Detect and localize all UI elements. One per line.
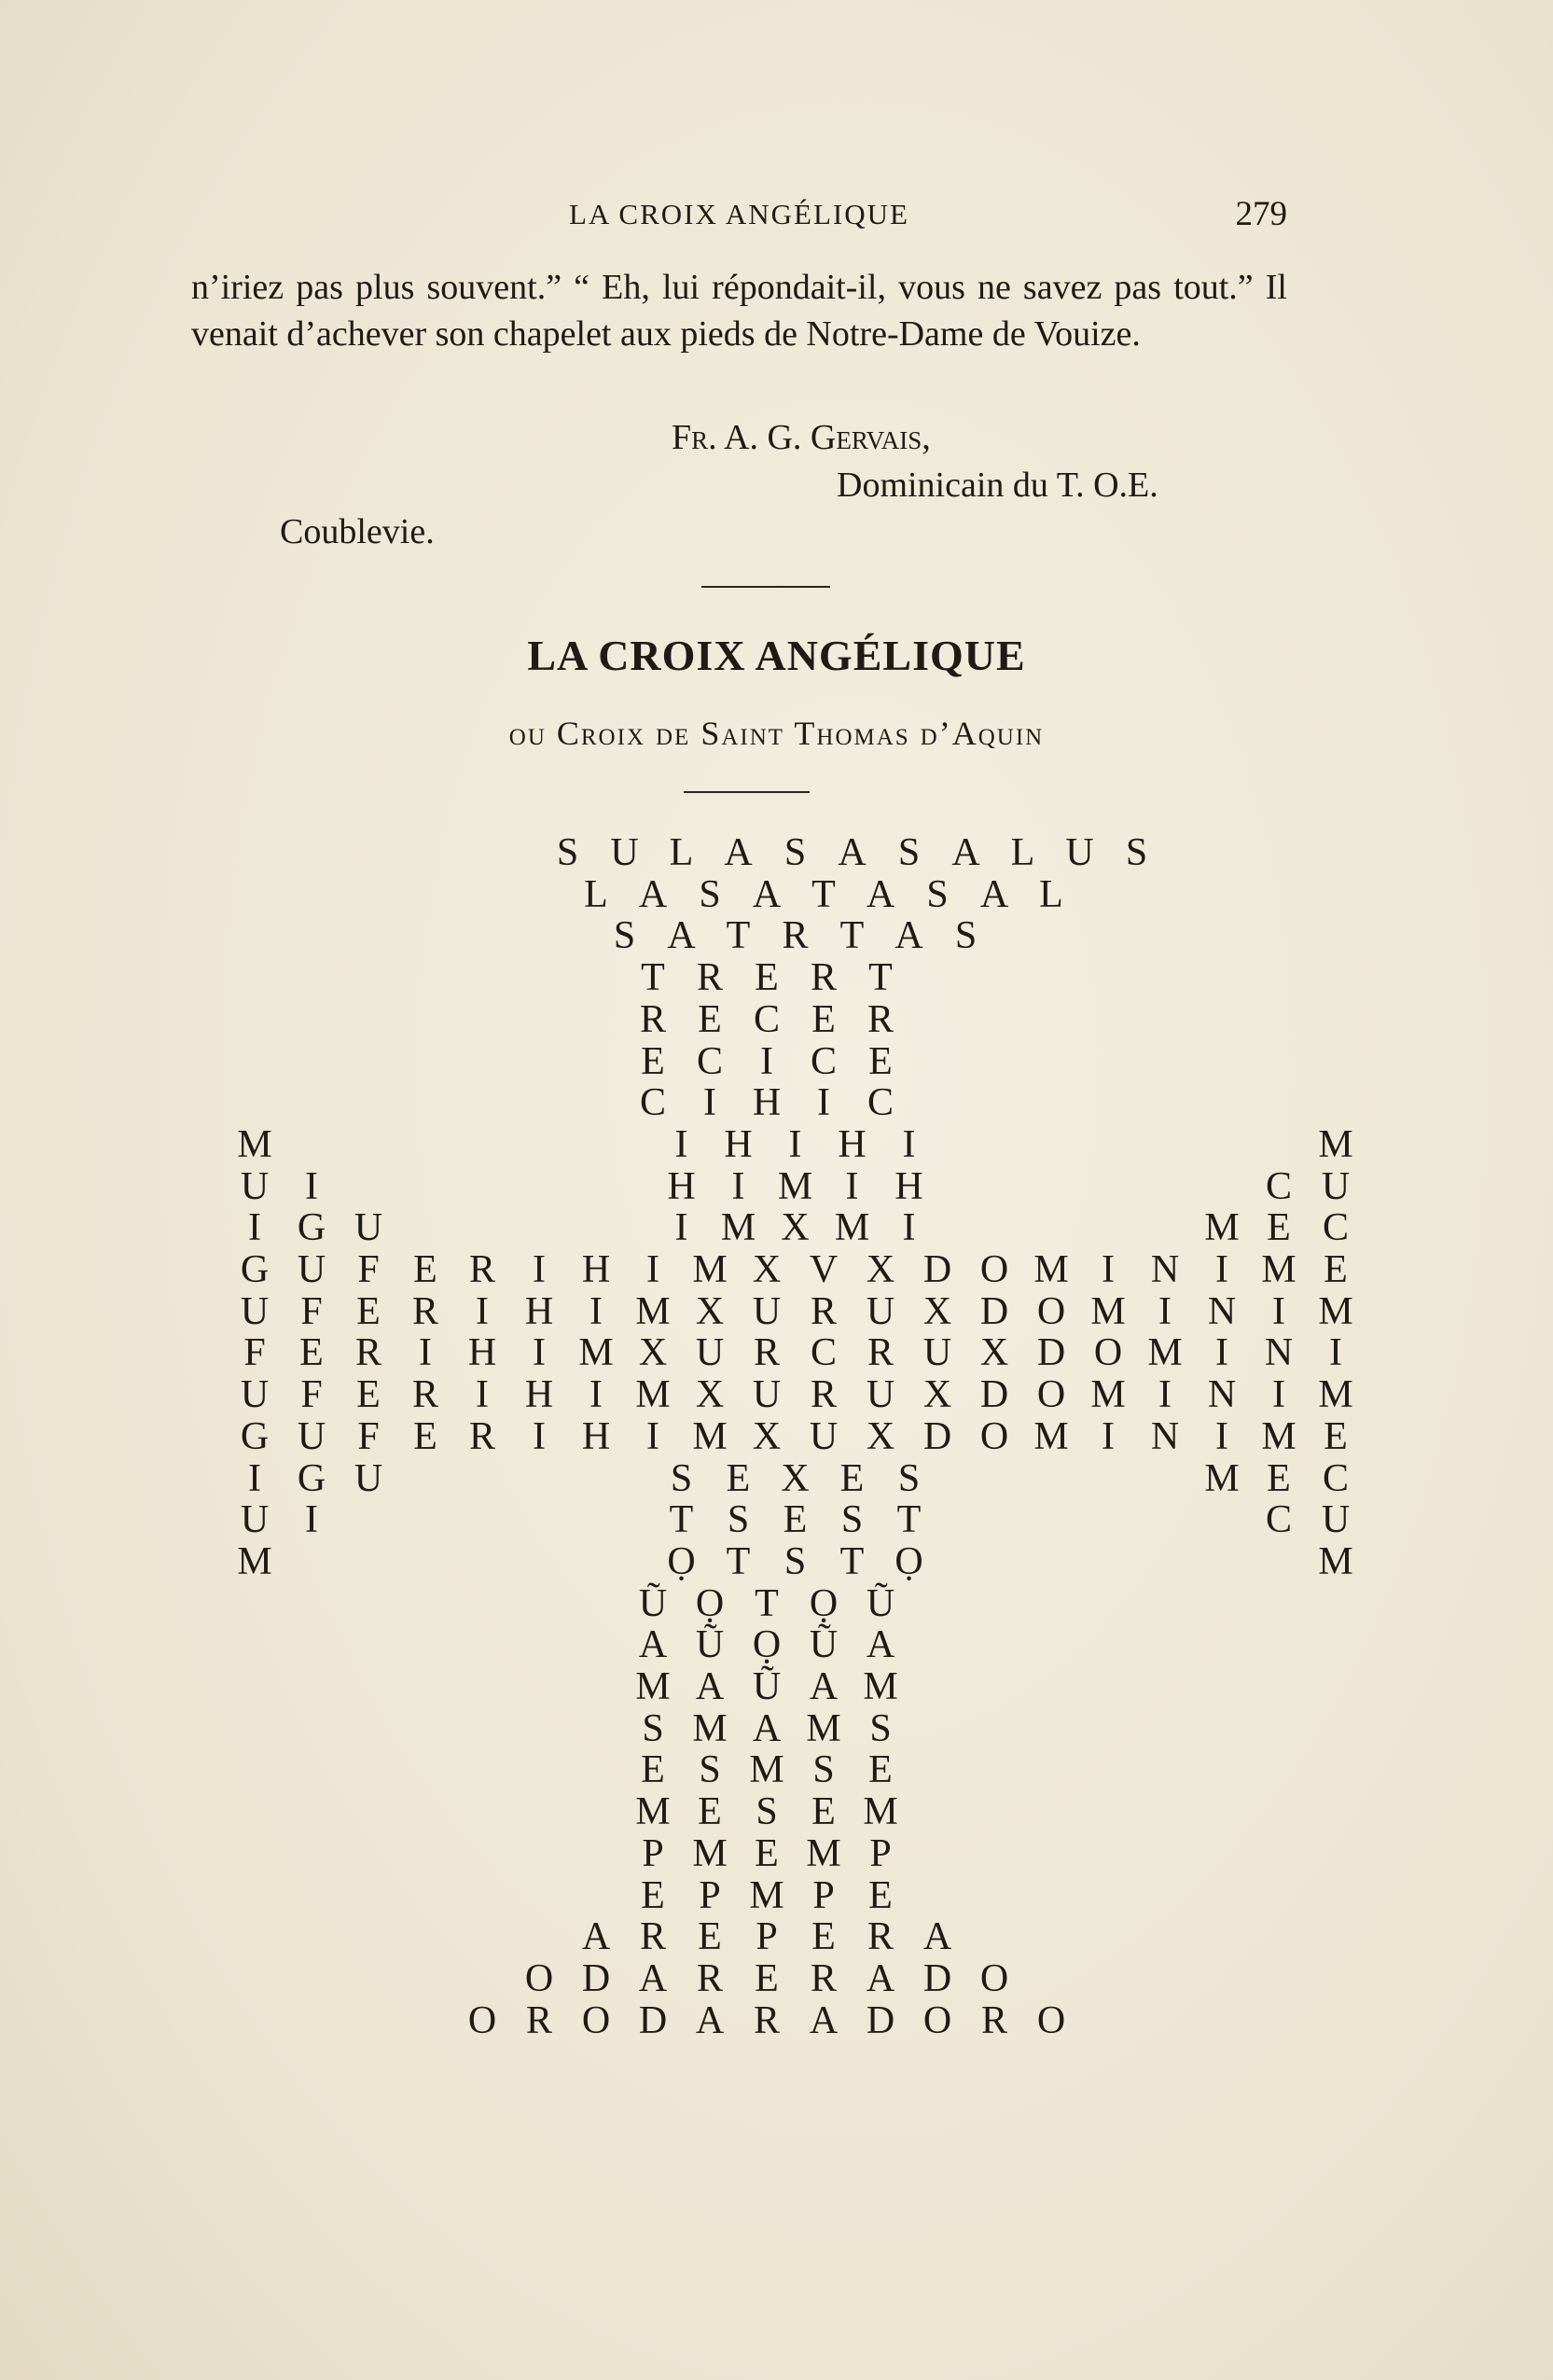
cross-letter: M (635, 1790, 671, 1834)
cross-letter: M (1318, 1122, 1353, 1166)
cross-letter: H (838, 1122, 867, 1166)
cross-letter: L (584, 872, 608, 916)
cross-letter: A (866, 872, 895, 916)
cross-letter: U (297, 1414, 326, 1458)
cross-letter: Ũ (695, 1623, 725, 1667)
cross-letter: S (642, 1706, 664, 1750)
cross-letter: S (727, 1498, 750, 1542)
cross-letter: U (240, 1498, 270, 1542)
cross-letter: R (867, 1915, 894, 1959)
cross-letter: G (297, 1456, 326, 1500)
cross-letter: I (1158, 1289, 1172, 1333)
cross-letter: A (809, 1998, 839, 2042)
cross-letter: O (524, 1956, 554, 2000)
cross-letter: H (524, 1373, 554, 1417)
cross-letter: M (749, 1748, 784, 1792)
cross-letter: M (863, 1790, 898, 1834)
cross-letter: T (641, 956, 665, 1000)
cross-letter: E (811, 997, 836, 1041)
cross-letter: M (1090, 1373, 1126, 1417)
cross-letter: F (357, 1248, 380, 1291)
cross-letter: D (979, 1373, 1009, 1417)
cross-letter: I (788, 1122, 802, 1166)
cross-letter: X (781, 1456, 810, 1500)
cross-letter: M (635, 1665, 671, 1708)
cross-letter: I (248, 1456, 261, 1500)
cross-letter: T (839, 914, 865, 958)
cross-letter: D (1036, 1331, 1066, 1375)
cross-letter: H (667, 1164, 696, 1208)
cross-letter: I (674, 1122, 688, 1166)
cross-letter: I (1102, 1248, 1115, 1291)
cross-letter: U (866, 1289, 895, 1333)
cross-letter: L (1039, 872, 1063, 916)
cross-letter: H (524, 1289, 554, 1333)
cross-letter: X (922, 1373, 952, 1417)
cross-letter: A (838, 831, 867, 874)
cross-letter: S (699, 1748, 721, 1792)
cross-letter: E (868, 1873, 893, 1917)
cross-letter: A (752, 872, 782, 916)
cross-letter: E (641, 1039, 665, 1083)
cross-letter: O (922, 1998, 952, 2042)
cross-letter: M (1318, 1373, 1353, 1417)
cross-letter: U (354, 1456, 383, 1500)
cross-letter: P (642, 1831, 664, 1875)
cross-letter: S (670, 1456, 693, 1500)
cross-letter: T (669, 1498, 694, 1542)
cross-letter: S (556, 831, 579, 874)
cross-letter: D (922, 1956, 952, 2000)
cross-letter: E (1324, 1414, 1348, 1458)
cross-letter: R (810, 1289, 837, 1333)
cross-letter: I (760, 1039, 773, 1083)
cross-letter: Ũ (809, 1623, 839, 1667)
cross-letter: I (1215, 1414, 1228, 1458)
cross-letter: E (755, 956, 779, 1000)
cross-letter: G (240, 1248, 270, 1291)
cross-letter: U (695, 1331, 725, 1375)
cross-letter: H (752, 1081, 782, 1125)
cross-letter: O (979, 1956, 1009, 2000)
cross-letter: H (581, 1414, 611, 1458)
cross-letter: N (1207, 1289, 1237, 1333)
cross-letter: I (845, 1164, 859, 1208)
cross-letter: X (695, 1289, 725, 1333)
cross-letter: N (1150, 1248, 1180, 1291)
cross-letter: I (1272, 1373, 1285, 1417)
cross-letter: E (839, 1456, 865, 1500)
cross-letter: H (581, 1248, 611, 1291)
cross-letter: E (356, 1289, 381, 1333)
cross-letter: D (922, 1414, 952, 1458)
cross-letter: S (954, 914, 978, 958)
cross-letter: S (897, 831, 921, 874)
cross-letter: E (868, 1748, 893, 1792)
cross-letter: E (726, 1456, 751, 1500)
cross-letter: E (698, 1790, 722, 1834)
cross-letter: Ọ (809, 1581, 839, 1625)
cross-letter: P (756, 1915, 778, 1959)
cross-letter: U (1065, 831, 1094, 874)
cross-letter: I (419, 1331, 432, 1375)
cross-letter: M (1261, 1248, 1296, 1291)
cross-letter: C (1265, 1164, 1292, 1208)
cross-letter: T (726, 1539, 751, 1583)
cross-letter: Ũ (752, 1665, 782, 1708)
cross-letter: O (1036, 1998, 1066, 2042)
cross-letter: E (641, 1873, 665, 1917)
cross-letter: C (810, 1331, 837, 1375)
cross-letter: N (1264, 1331, 1294, 1375)
cross-letter: I (305, 1164, 318, 1208)
cross-letter: A (667, 914, 696, 958)
cross-letter: R (468, 1248, 495, 1291)
cross-letter: A (695, 1665, 725, 1708)
cross-letter: U (610, 831, 639, 874)
cross-letter: Ũ (866, 1581, 895, 1625)
cross-letter: E (356, 1373, 381, 1417)
cross-letter: O (979, 1248, 1009, 1291)
cross-letter: R (411, 1373, 438, 1417)
cross-letter: M (1204, 1456, 1240, 1500)
cross-letter: A (724, 831, 753, 874)
cross-letter: S (897, 1456, 921, 1500)
cross-letter: T (839, 1539, 865, 1583)
cross-letter: P (869, 1831, 892, 1875)
signature-name: Fr. A. G. Gervais, (672, 418, 931, 457)
cross-letter: T (896, 1498, 922, 1542)
cross-letter: D (866, 1998, 895, 2042)
cross-letter: A (866, 1956, 895, 2000)
cross-letter: X (752, 1414, 782, 1458)
cross-letter: S (840, 1498, 864, 1542)
cross-letter: R (639, 1915, 666, 1959)
cross-letter: T (868, 956, 893, 1000)
cross-letter: U (240, 1164, 270, 1208)
cross-letter: I (1329, 1331, 1342, 1375)
cross-letter: O (1093, 1331, 1123, 1375)
cross-letter: E (641, 1748, 665, 1792)
cross-letter: Ọ (894, 1539, 923, 1583)
cross-letter: R (696, 1956, 723, 2000)
cross-letter: F (300, 1289, 323, 1333)
cross-letter: R (810, 1373, 837, 1417)
cross-letter: S (783, 831, 807, 874)
cross-letter: R (753, 1331, 780, 1375)
cross-letter: O (1036, 1289, 1066, 1333)
cross-letter: M (1090, 1289, 1126, 1333)
cross-letter: U (297, 1248, 326, 1291)
cross-letter: R (980, 1998, 1007, 2042)
cross-letter: I (646, 1248, 659, 1291)
cross-letter: E (413, 1414, 437, 1458)
cross-letter: A (951, 831, 980, 874)
cross-letter: A (894, 914, 923, 958)
cross-letter: E (811, 1790, 836, 1834)
cross-letter: F (300, 1373, 323, 1417)
cross-letter: R (411, 1289, 438, 1333)
cross-letter: I (674, 1206, 688, 1250)
cross-letter: F (243, 1331, 266, 1375)
cross-letter: M (1033, 1414, 1069, 1458)
cross-letter: I (305, 1498, 318, 1542)
cross-letter: U (354, 1206, 383, 1250)
cross-letter: T (811, 872, 836, 916)
cross-letter: I (902, 1206, 916, 1250)
cross-letter: V (809, 1248, 839, 1291)
cross-letter: M (1318, 1289, 1353, 1333)
cross-letter: Ọ (695, 1581, 725, 1625)
cross-letter: I (533, 1331, 546, 1375)
cross-letter: E (1267, 1206, 1291, 1250)
cross-letter: L (669, 831, 694, 874)
cross-letter: I (703, 1081, 716, 1125)
cross-letter: H (894, 1164, 923, 1208)
cross-letter: M (1147, 1331, 1183, 1375)
cross-letter: R (354, 1331, 381, 1375)
cross-letter: F (357, 1414, 380, 1458)
cross-letter: X (781, 1206, 810, 1250)
cross-letter: R (810, 956, 837, 1000)
cross-letter: C (810, 1039, 837, 1083)
cross-letter: U (922, 1331, 952, 1375)
cross-letter: O (1036, 1373, 1066, 1417)
cross-letter: M (863, 1665, 898, 1708)
cross-letter: I (533, 1248, 546, 1291)
cross-letter: R (753, 1998, 780, 2042)
cross-letter: X (922, 1289, 952, 1333)
cross-letter: E (698, 997, 722, 1041)
cross-letter: U (752, 1289, 782, 1333)
cross-letter: E (299, 1331, 324, 1375)
cross-letter: I (646, 1414, 659, 1458)
cross-letter: R (525, 1998, 552, 2042)
cross-letter: I (1272, 1289, 1285, 1333)
cross-letter: I (248, 1206, 261, 1250)
cross-letter: R (639, 997, 666, 1041)
cross-letter: P (812, 1873, 835, 1917)
cross-letter: I (1158, 1373, 1172, 1417)
cross-letter: N (1150, 1414, 1180, 1458)
cross-letter: M (692, 1706, 728, 1750)
cross-letter: A (695, 1998, 725, 2042)
cross-letter: C (1265, 1498, 1292, 1542)
cross-letter: S (783, 1539, 807, 1583)
cross-letter: A (866, 1623, 895, 1667)
cross-letter: R (867, 997, 894, 1041)
cross-letter: G (240, 1414, 270, 1458)
cross-letter: I (731, 1164, 745, 1208)
cross-letter: A (922, 1915, 952, 1959)
cross-letter: R (867, 1331, 894, 1375)
cross-letter: D (638, 1998, 668, 2042)
page-number: 279 (1235, 195, 1287, 233)
cross-letter: S (869, 1706, 892, 1750)
cross-letter: Ọ (667, 1539, 696, 1583)
cross-letter: E (783, 1498, 808, 1542)
cross-letter: M (578, 1331, 614, 1375)
cross-letter: O (979, 1414, 1009, 1458)
cross-letter: X (752, 1248, 782, 1291)
cross-letter: M (806, 1831, 841, 1875)
cross-letter: I (1215, 1248, 1228, 1291)
cross-letter: I (476, 1289, 489, 1333)
cross-letter: U (1321, 1164, 1351, 1208)
cross-letter: E (755, 1956, 779, 2000)
cross-letter: R (810, 1956, 837, 2000)
cross-letter: Ọ (752, 1623, 782, 1667)
cross-letter: C (696, 1039, 723, 1083)
cross-letter: D (922, 1248, 952, 1291)
cross-letter: M (237, 1539, 272, 1583)
cross-letter: T (726, 914, 751, 958)
cross-letter: E (755, 1831, 779, 1875)
cross-letter: T (755, 1581, 779, 1625)
cross-letter: M (635, 1373, 671, 1417)
cross-letter: S (812, 1748, 835, 1792)
cross-letter: E (698, 1915, 722, 1959)
cross-letter: X (979, 1331, 1009, 1375)
cross-letter: I (476, 1373, 489, 1417)
paragraph-text: n’iriez pas plus souvent.” “ Eh, lui répondait-il, vous ne savez pas tout.” Il venait d’achever son chapelet aux pieds de Notre-Dame de Vouize. (191, 268, 1287, 354)
cross-letter: C (639, 1081, 666, 1125)
cross-letter: U (240, 1373, 270, 1417)
cross-letter: U (1321, 1498, 1351, 1542)
cross-letter: U (866, 1373, 895, 1417)
cross-letter: D (581, 1956, 611, 2000)
cross-letter: G (297, 1206, 326, 1250)
cross-letter: M (1033, 1248, 1069, 1291)
cross-letter: H (467, 1331, 497, 1375)
cross-letter: O (467, 1998, 497, 2042)
cross-letter: M (834, 1206, 870, 1250)
cross-letter: M (237, 1122, 272, 1166)
section-subtitle: ou Croix de Saint Thomas d’Aquin (508, 715, 1045, 752)
cross-letter: P (699, 1873, 721, 1917)
cross-letter: A (638, 872, 668, 916)
cross-letter: U (809, 1414, 839, 1458)
cross-letter: Ũ (638, 1581, 668, 1625)
cross-letter: A (638, 1956, 668, 2000)
cross-letter: C (1322, 1206, 1349, 1250)
cross-letter: R (782, 914, 809, 958)
signature-role: Dominicain du T. O.E. (837, 466, 1158, 505)
cross-letter: E (868, 1039, 893, 1083)
cross-letter: X (866, 1248, 895, 1291)
cross-letter: M (1318, 1539, 1353, 1583)
cross-letter: I (902, 1122, 916, 1166)
cross-letter: S (613, 914, 636, 958)
cross-letter: R (468, 1414, 495, 1458)
cross-letter: U (752, 1373, 782, 1417)
cross-letter: M (749, 1873, 784, 1917)
cross-letter: D (979, 1289, 1009, 1333)
cross-letter: H (724, 1122, 753, 1166)
cross-letter: S (756, 1790, 778, 1834)
cross-letter: M (692, 1414, 728, 1458)
cross-letter: C (867, 1081, 894, 1125)
cross-letter: M (777, 1164, 813, 1208)
cross-letter: C (1322, 1456, 1349, 1500)
cross-letter: X (695, 1373, 725, 1417)
cross-letter: A (752, 1706, 782, 1750)
cross-letter: M (635, 1289, 671, 1333)
cross-letter: I (1102, 1414, 1115, 1458)
cross-letter: S (926, 872, 949, 916)
cross-letter: E (1267, 1456, 1291, 1500)
section-title: LA CROIX ANGÉLIQUE (527, 632, 1026, 679)
cross-letter: R (696, 956, 723, 1000)
cross-letter: S (699, 872, 721, 916)
cross-letter: M (692, 1831, 728, 1875)
cross-letter: M (692, 1248, 728, 1291)
cross-letter: I (1215, 1331, 1228, 1375)
cross-letter: M (720, 1206, 756, 1250)
cross-letter: C (753, 997, 780, 1041)
cross-letter: E (413, 1248, 437, 1291)
running-head-title: LA CROIX ANGÉLIQUE (569, 198, 909, 230)
cross-letter: U (240, 1289, 270, 1333)
cross-letter: A (809, 1665, 839, 1708)
cross-letter: I (589, 1289, 603, 1333)
signature-place: Coublevie. (280, 512, 435, 551)
cross-letter: E (811, 1915, 836, 1959)
cross-letter: X (638, 1331, 668, 1375)
cross-letter: A (638, 1623, 668, 1667)
cross-letter: A (581, 1915, 611, 1959)
cross-letter: I (533, 1414, 546, 1458)
cross-letter: E (1324, 1248, 1348, 1291)
cross-letter: S (1125, 831, 1148, 874)
cross-letter: M (1204, 1206, 1240, 1250)
cross-letter: N (1207, 1373, 1237, 1417)
cross-letter: L (1010, 831, 1035, 874)
cross-letter: X (866, 1414, 895, 1458)
cross-letter: A (979, 872, 1009, 916)
cross-letter: I (817, 1081, 830, 1125)
cross-letter: M (1261, 1414, 1296, 1458)
cross-letter: O (581, 1998, 611, 2042)
cross-letter: M (806, 1706, 841, 1750)
cross-letter: I (589, 1373, 603, 1417)
